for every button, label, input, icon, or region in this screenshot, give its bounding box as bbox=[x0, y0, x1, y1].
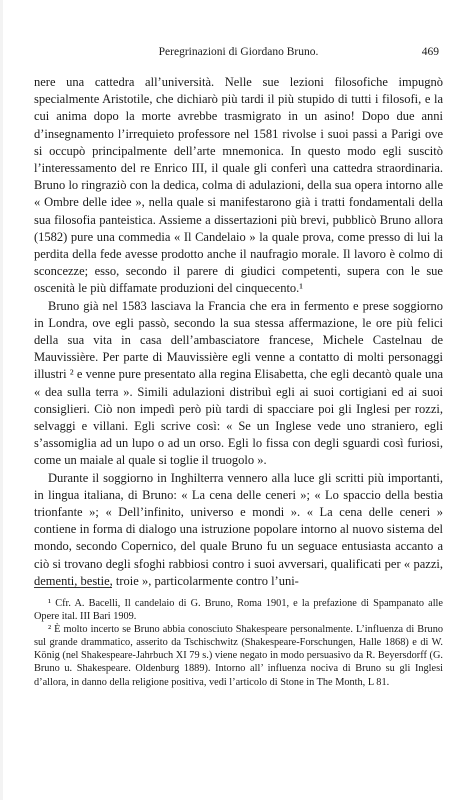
paragraph-london: Bruno già nel 1583 lasciava la Francia che era in fermento e prese soggiorno in Londra, ove egli passò, secondo la sua stessa affermazione, le ore più felici della sua vita in casa dell’ambasciatore francese, Michele Castelnau de Mauvissière. Per parte di Mauvissière egli venne a contatto di molti personaggi illustri ² e venne pure presentato alla regina Elisabetta, che egli decantò quale una « dea sulla terra ». Simili adulazioni distribuì egli ai suoi cortigiani ed ai suoi consiglieri. Ciò non impedì però più tardi di spacciare poi gli Inglesi per rozzi, selvaggi e villani. Egli scrive così: « Se un Inglese vede uno straniero, egli s’assomiglia ad un lupo o ad un orso. Egli lo fissa con degli sguardi così furiosi, come un maiale al quale si toglie il truogolo ». bbox=[34, 298, 443, 468]
footnote-2: ² È molto incerto se Bruno abbia conosciuto Shakespeare personalmente. L’influenza di Bruno sul grande drammatico, asserito da Tschischwitz (Shakespeare-Forschungen, Halle 1868) e di W. König (nel Shakespeare-Jahrbuch XI 79 s.) viene negato in modo persuasivo da R. Beyersdorff (G. Bruno u. Shakespeare. Oldenburg 1889). Intorno all’ influenza nociva di Bruno su gli Inglesi d’allora, in danno della religione positiva, vedi l’articolo di Stone in The Month, L 81. bbox=[34, 624, 443, 688]
running-title: Peregrinazioni di Giordano Bruno. bbox=[158, 46, 319, 58]
paragraph-england-writings: Durante il soggiorno in Inghilterra vennero alla luce gli scritti più importanti, in lingua italiana, di Bruno: « La cena delle ceneri »; « Lo spaccio della bestia trionfante »; « Dell’infinito, universo e mondi ». « La cena delle ceneri » contiene in forma di dialogo una istruzione popolare intorno al nuovo sistema del mondo, secondo Copernico, del quale Bruno fu un seguace entusiasta accanto a ciò si trovano degli sfoghi rabbiosi contro i suoi avversari, qualificati per « pazzi, dementi, bestie, troie », particolarmente contro l’uni- bbox=[34, 470, 443, 588]
page-edge-shadow bbox=[0, 0, 3, 800]
running-head bbox=[34, 46, 443, 62]
paragraph-continuation: nere una cattedra all’università. Nelle sue lezioni filosofiche impugnò specialmente Aristotile, che dichiarò più tardi il più stupido di tutti i filosofi, e la cui anima dopo la morte avrebbe trasmigrato in un asino! Dopo due anni d’insegnamento l’irrequieto professore nel 1581 rivolse i suoi passi a Parigi ove si occupò principalmente dell’arte mnemonica. In questo modo egli suscitò l’interessamento del re Enrico III, il quale gli conferì una cattedra straordinaria. Bruno lo ringraziò con la dedica, colma di adulazioni, della sua opera intorno alle « Ombre delle idee », nella quale si manifestarono già i tratti fondamentali della sua filosofia panteistica. Assieme a dissertazioni più brevi, pubblicò Bruno allora (1582) pure una commedia « Il Candelaio » la quale prova, come presso di lui la perdita della fede avesse prodotto anche il naufragio morale. Il lavoro è colmo di sconcezze; esso, secondo il parere di giudici competenti, supera con le sue oscenità le più diffamate produzioni del cinquecento.¹ bbox=[34, 75, 443, 296]
body-text bbox=[34, 74, 443, 590]
footnote-rule bbox=[34, 587, 112, 588]
footnotes bbox=[34, 597, 443, 689]
page-number: 469 bbox=[421, 46, 439, 58]
footnote-1: ¹ Cfr. A. Bacelli, Il candelaio di G. Bruno, Roma 1901, e la prefazione di Spampanato alle Opere ital. III Bari 1909. bbox=[34, 598, 443, 623]
